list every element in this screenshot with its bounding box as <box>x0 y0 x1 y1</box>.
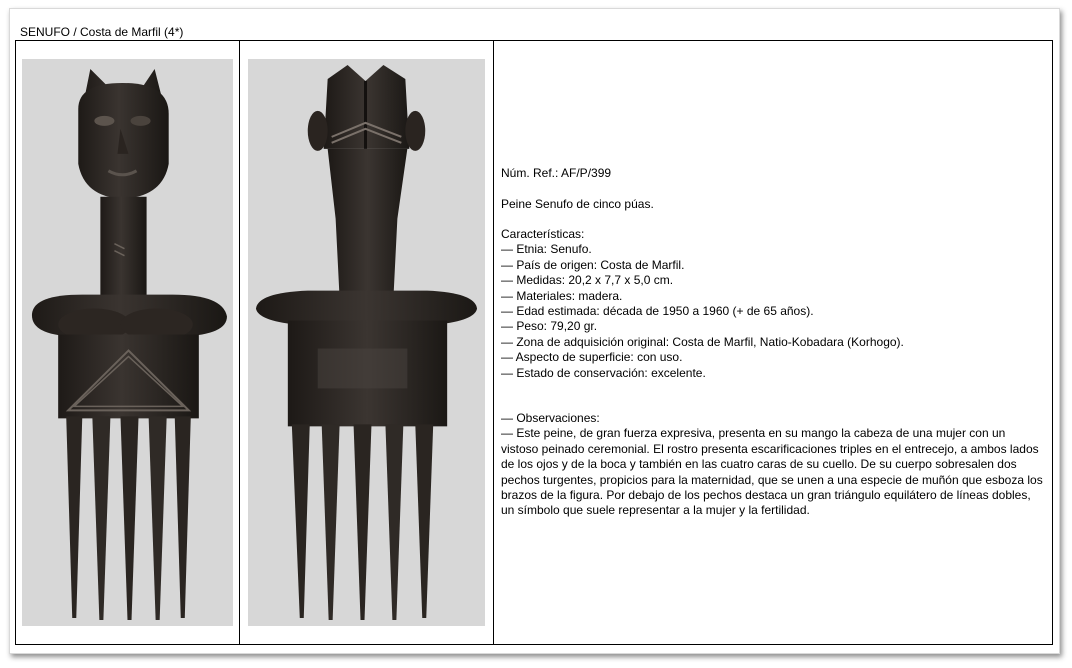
feature-country: — País de origen: Costa de Marfil. <box>501 257 685 272</box>
comb-front-photo <box>22 59 233 626</box>
page-title: SENUFO / Costa de Marfil (4*) <box>20 25 184 39</box>
feature-materials: — Materiales: madera. <box>501 288 623 303</box>
comb-front-icon <box>22 59 233 626</box>
comb-back-icon <box>248 59 485 626</box>
feature-condition: — Estado de conservación: excelente. <box>501 365 706 380</box>
feature-measures: — Medidas: 20,2 x 7,7 x 5,0 cm. <box>501 273 674 288</box>
back-photo-cell <box>240 41 494 645</box>
feature-weight: — Peso: 79,20 gr. <box>501 319 598 334</box>
comb-back-photo <box>248 59 485 626</box>
features-title: Características: <box>501 226 585 241</box>
feature-acquisition-zone: — Zona de adquisición original: Costa de Marfil, Natio-Kobadara (Korhogo). <box>501 334 904 349</box>
observations-title: — Observaciones: <box>501 411 600 426</box>
catalog-table <box>15 40 1053 645</box>
feature-ethnicity: — Etnia: Senufo. <box>501 242 592 257</box>
summary-text: Peine Senufo de cinco púas. <box>501 196 654 211</box>
reference-number: Núm. Ref.: AF/P/399 <box>501 166 612 181</box>
description-cell <box>494 41 1053 645</box>
feature-age: — Edad estimada: década de 1950 a 1960 (+ de 65 años). <box>501 303 814 318</box>
feature-surface: — Aspecto de superficie: con uso. <box>501 350 683 365</box>
observations-text: — Este peine, de gran fuerza expresiva, presenta en su mango la cabeza de una mujer con un vistoso peinado ceremonial. El rostro presenta escarificaciones triples en el entrecejo, a ambos lados de los ojos y de la boca y también en las cuatro caras de su cuello. De su cuerpo sobresalen dos pechos turgentes, propicios para la maternidad, que se unen a una especie de muñón que esboza los brazos de la figura. Por debajo de los pechos destaca un gran triángulo equilátero de líneas dobles, un símbolo que suele representar a la mujer y la fertilidad. <box>501 426 1043 518</box>
front-photo-cell <box>16 41 240 645</box>
